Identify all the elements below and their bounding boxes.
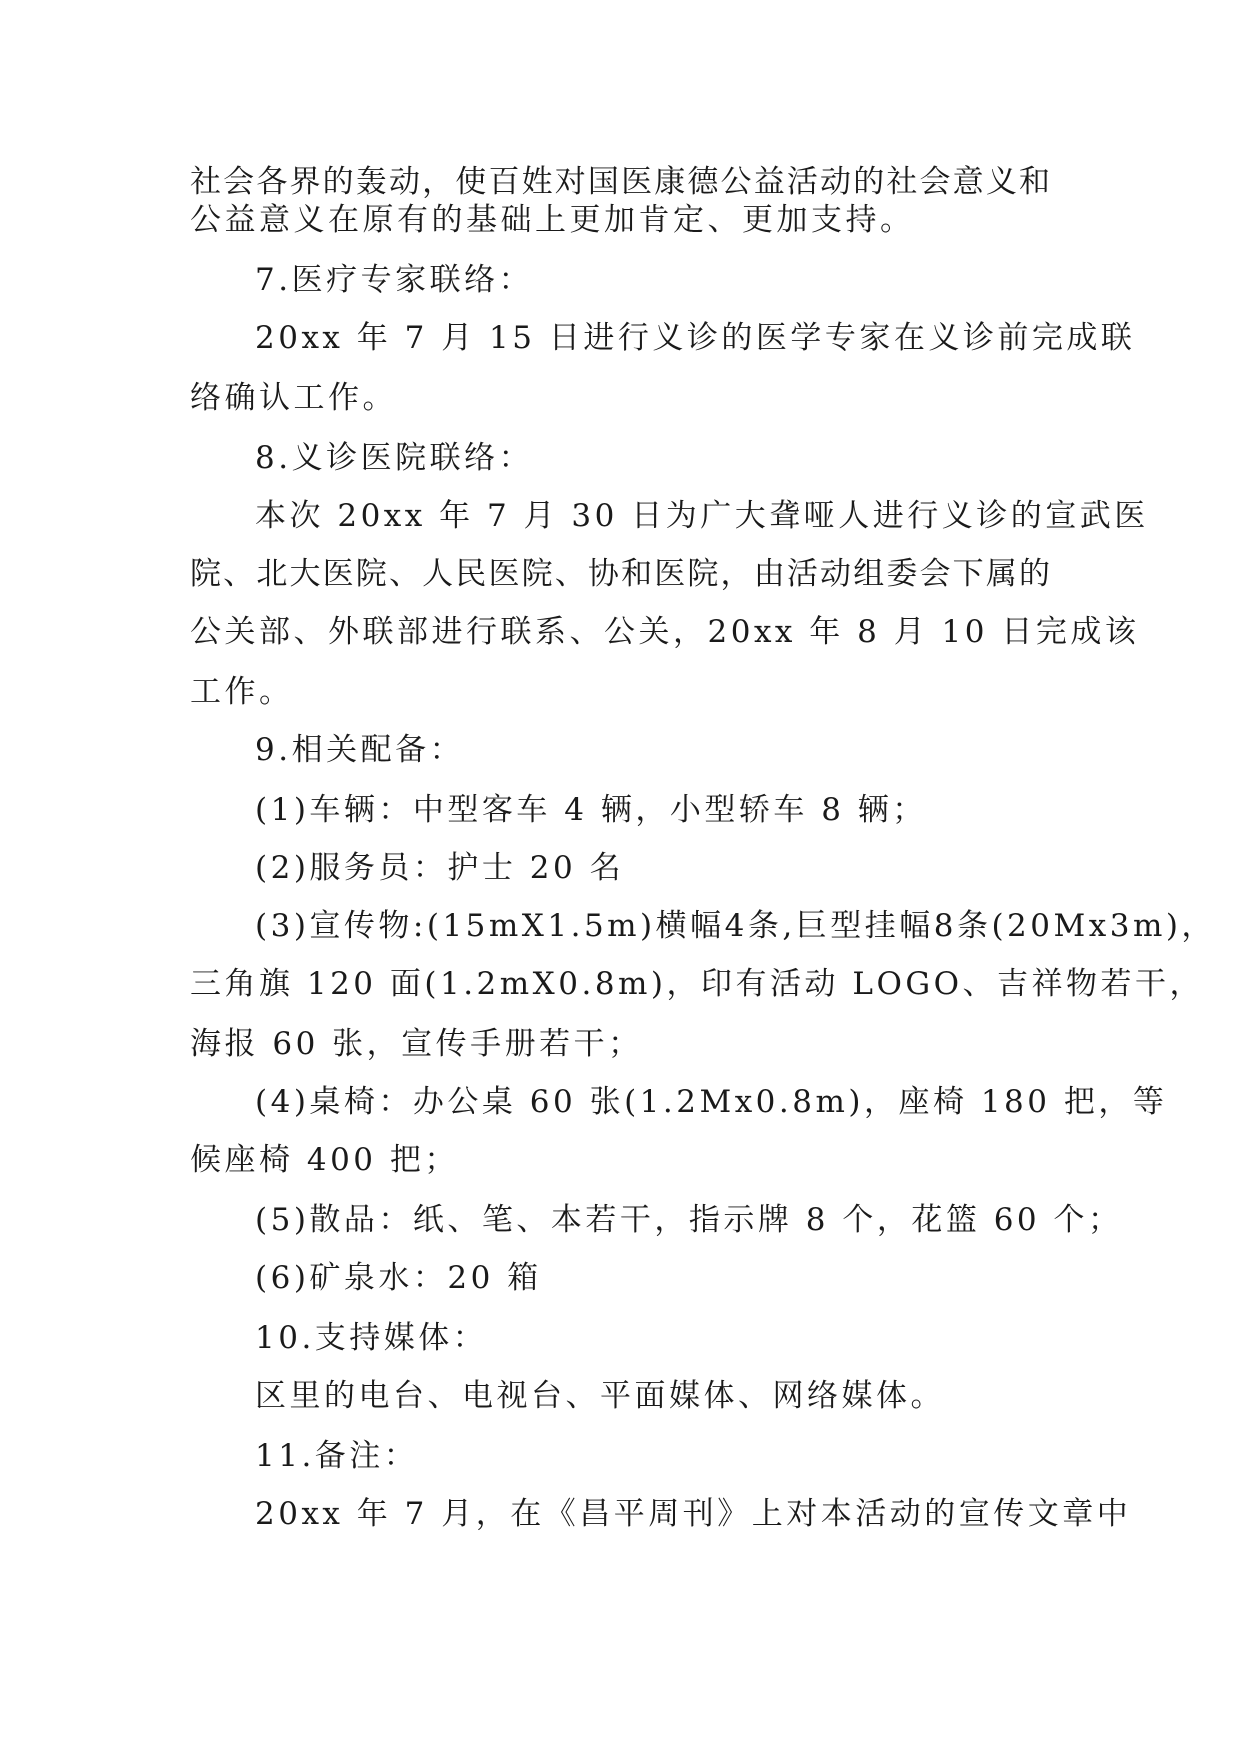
paragraph-line: 络确认工作。 <box>190 380 397 416</box>
paragraph-line: 院、北大医院、人民医院、协和医院，由活动组委会下属的 <box>190 556 1050 592</box>
paragraph-line: 区里的电台、电视台、平面媒体、网络媒体。 <box>255 1378 945 1414</box>
paragraph-line: 20xx 年 7 月，在《昌平周刊》上对本活动的宣传文章中 <box>255 1496 1132 1532</box>
paragraph-line: 社会各界的轰动，使百姓对国医康德公益活动的社会意义和 <box>190 164 1050 200</box>
list-item: (4)桌椅：办公桌 60 张(1.2Mx0.8m)，座椅 180 把，等 <box>255 1084 1168 1120</box>
list-item: (6)矿泉水：20 箱 <box>255 1260 542 1296</box>
section-heading-8: 8.义诊医院联络： <box>255 440 534 476</box>
list-item: (5)散品：纸、笔、本若干，指示牌 8 个，花篮 60 个； <box>255 1202 1123 1238</box>
section-heading-11: 11.备注： <box>255 1438 419 1474</box>
paragraph-line: 工作。 <box>190 674 294 710</box>
paragraph-line: 三角旗 120 面(1.2mX0.8m)，印有活动 LOGO、吉祥物若干， <box>190 966 1205 1002</box>
list-item: (1)车辆：中型客车 4 辆，小型轿车 8 辆； <box>255 792 927 828</box>
section-heading-7: 7.医疗专家联络： <box>255 262 534 298</box>
paragraph-line: 公关部、外联部进行联系、公关，20xx 年 8 月 10 日完成该 <box>190 614 1140 650</box>
list-item: (3)宣传物:(15mX1.5m)横幅4条,巨型挂幅8条(20Mx3m)， <box>255 908 1216 944</box>
paragraph-line: 本次 20xx 年 7 月 30 日为广大聋哑人进行义诊的宣武医 <box>255 498 1149 534</box>
paragraph-line: 海报 60 张，宣传手册若干； <box>190 1026 643 1062</box>
paragraph-line: 公益意义在原有的基础上更加肯定、更加支持。 <box>190 202 915 238</box>
section-heading-9: 9.相关配备： <box>255 732 465 768</box>
list-item: (2)服务员：护士 20 名 <box>255 850 625 886</box>
paragraph-line: 候座椅 400 把； <box>190 1142 459 1178</box>
section-heading-10: 10.支持媒体： <box>255 1320 488 1356</box>
paragraph-line: 20xx 年 7 月 15 日进行义诊的医学专家在义诊前完成联 <box>255 320 1136 356</box>
